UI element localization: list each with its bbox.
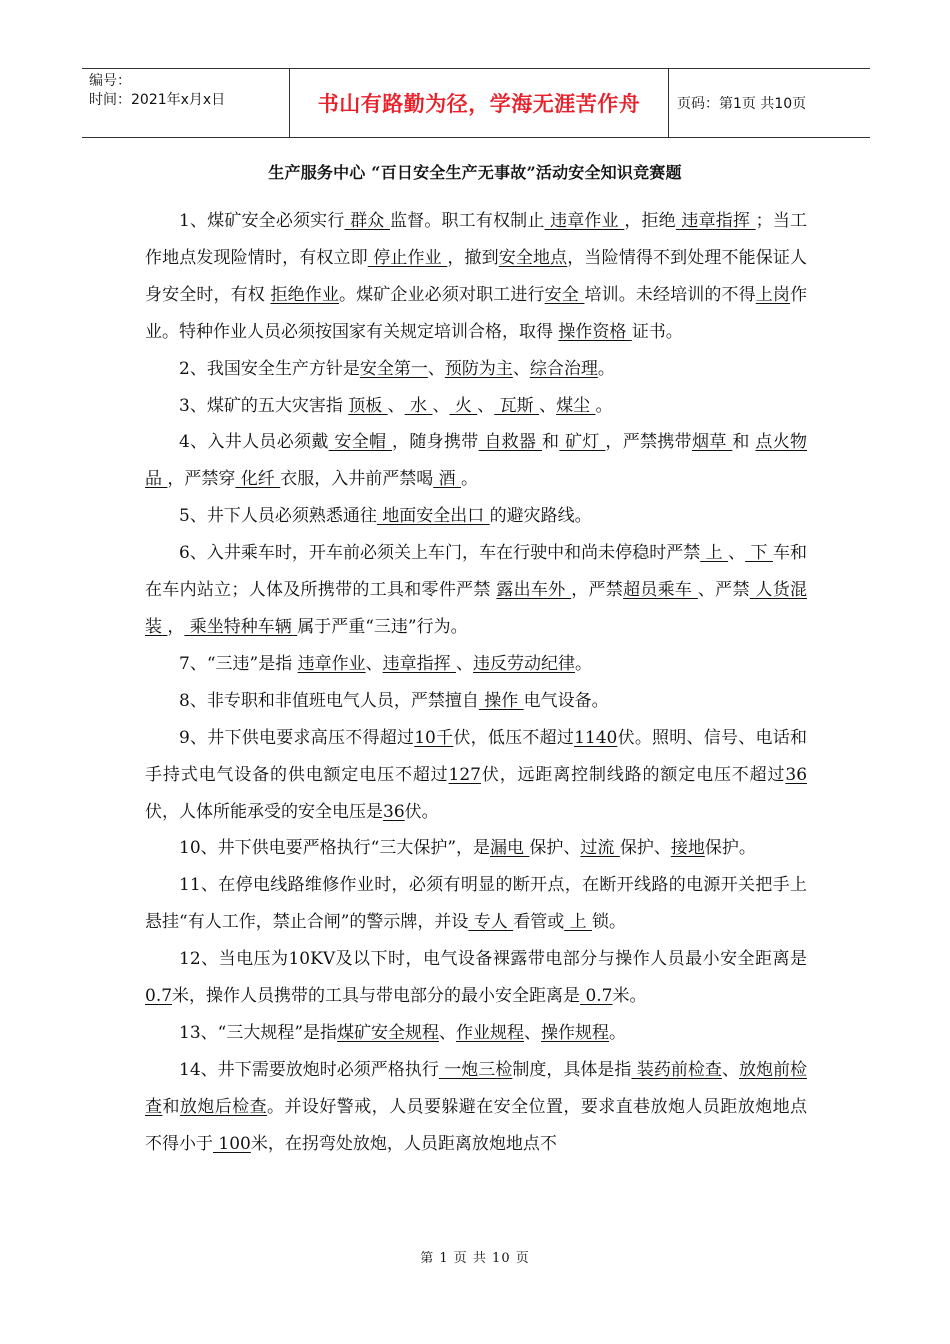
answer-blank: 上岗 (755, 284, 791, 305)
question-text: 1、煤矿安全必须实行 (179, 211, 345, 231)
answer-blank: 36 (383, 801, 405, 822)
question-text: ，严禁穿 (167, 469, 236, 490)
answer-blank: 上 (700, 543, 729, 564)
question-text: 米，在拐弯处放炮，人员距离放炮地点不 (250, 1133, 557, 1154)
question-text: 、 (432, 395, 450, 416)
answer-blank: 1140 (574, 727, 618, 748)
question-text: 、 (365, 653, 383, 674)
question-text: 、 (427, 358, 445, 379)
header-motto: 书山有路勤为径，学海无涯苦作舟 (317, 92, 641, 116)
answer-blank: 自救器 (478, 432, 543, 453)
question-text: 、 (477, 395, 495, 416)
answer-blank: 一炮三检 (438, 1059, 513, 1080)
question-text: 、 (539, 395, 557, 416)
question-text: 车和在车内站立；人体及所携带的工具和零件严禁 (145, 543, 807, 601)
answer-blank: 127 (448, 764, 481, 785)
question-text: 11、在停电线路维修作业时，必须有明显的断开点，在断开线路的电源开关把手上悬挂“有人工作，禁止合闸”的警示牌，并设 (145, 875, 807, 933)
answer-blank: 安全第一 (359, 358, 428, 379)
question-text: 的避灾路线。 (489, 506, 592, 527)
answer-blank: 拒绝作业 (270, 284, 340, 305)
question-text: ，撤到 (447, 247, 499, 268)
answer-blank: 安全 (544, 284, 585, 305)
answer-blank: 36 (785, 764, 808, 785)
header-meta (82, 69, 290, 137)
answer-blank: 群众 (344, 211, 390, 231)
answer-blank: 违章指挥 (382, 653, 457, 674)
header-motto-cell (290, 69, 669, 137)
answer-blank: 烟草 (692, 432, 733, 453)
header-page-code: 页码：第1页 共10页 (677, 96, 807, 112)
question-text: 。并设好警戒，人员要躲避在安全位置，要求直巷放炮人员距放炮地点不得小于 (145, 1096, 808, 1154)
quiz-question-10 (145, 830, 807, 867)
question-text: 10、井下供电要严格执行“三大保护”，是 (179, 838, 491, 859)
answer-blank: 接地 (670, 838, 705, 859)
question-text: 7、“三违”是指 (179, 653, 298, 674)
question-text: 3、煤矿的五大灾害指 (179, 395, 349, 416)
answer-blank: 水 (404, 395, 433, 416)
question-text: 。 (595, 395, 613, 416)
question-text: 、 (387, 395, 405, 416)
answer-blank: 地面安全出口 (376, 506, 490, 527)
quiz-question-4 (145, 424, 807, 498)
question-text: 、 (512, 358, 530, 379)
answer-blank: 露出车外 (496, 580, 572, 601)
quiz-question-8 (145, 683, 807, 720)
question-text: ，当险情得不到处理不能保证人身安全时，有权 (145, 247, 808, 305)
answer-blank: 操作 (478, 690, 524, 711)
quiz-question-14 (145, 1052, 807, 1163)
answer-blank: 作业规程 (456, 1022, 525, 1043)
question-text: 伏。 (404, 801, 439, 822)
answer-blank: 顶板 (348, 395, 388, 416)
question-text: 、 (439, 1022, 457, 1043)
question-text: 电气设备。 (523, 690, 609, 711)
question-text: 作业。特种作业人员必须按国家有关规定培训合格，取得 (145, 284, 808, 342)
question-text: 、 (456, 653, 474, 674)
question-text: 和 (732, 432, 756, 453)
answer-blank: 专人 (468, 912, 514, 933)
answer-blank: 违章指挥 (675, 211, 756, 231)
question-text: 衣服，入井前严禁喝 (280, 469, 434, 490)
answer-blank: 放炮前检查 (145, 1059, 808, 1117)
answer-blank: 安全地点 (498, 247, 568, 268)
answer-blank: 放炮后检查 (179, 1096, 268, 1117)
question-text: 、 (728, 543, 746, 564)
question-text: 和 (542, 432, 560, 453)
answer-blank: 点火物品 (145, 432, 808, 490)
header-page-cell (669, 69, 870, 137)
quiz-question-3 (145, 388, 807, 425)
question-text: 6、入井乘车时，开车前必须关上车门，车在行驶中和尚未停稳时严禁 (179, 543, 701, 564)
question-text: 和 (162, 1096, 180, 1117)
answer-blank: 煤矿安全规程 (337, 1022, 440, 1043)
page-header (82, 68, 870, 138)
question-text: 。煤矿企业必须对职工进行 (339, 284, 545, 305)
question-text: 、 (721, 1059, 739, 1080)
answer-blank: 100 (213, 1133, 251, 1154)
question-text: 。 (609, 1022, 627, 1043)
question-text: 伏，远距离控制线路的额定电压不超过 (480, 764, 786, 785)
quiz-question-6 (145, 535, 807, 646)
document-date: 时间：2021年x月x日 (89, 92, 226, 108)
page-footer: 第 1 页 共 10 页 (420, 1251, 530, 1266)
question-text: 属于严重“三违”行为。 (297, 616, 468, 637)
answer-blank: 安全帽 (328, 432, 393, 453)
quiz-question-7 (145, 646, 807, 683)
answer-blank: 矿灯 (559, 432, 606, 453)
answer-blank: 乘坐特种车辆 (184, 616, 298, 637)
quiz-question-13 (145, 1015, 807, 1052)
answer-blank: 0.7 (145, 986, 173, 1007)
question-text: 保护、 (529, 838, 581, 859)
answer-blank: 违章作业 (544, 211, 625, 231)
question-text: 监督。职工有权制止 (389, 211, 545, 231)
question-text: 看管或 (513, 912, 565, 933)
question-text: 13、“三大规程”是指 (179, 1022, 338, 1043)
question-text: ，严禁携带 (605, 432, 692, 453)
question-text: 4、入井人员必须戴 (179, 432, 329, 453)
question-text: 米。 (612, 986, 647, 1007)
answer-blank: 装药前检查 (631, 1059, 722, 1080)
answer-blank: 违章作业 (297, 653, 366, 674)
question-text: 证书。 (631, 321, 683, 342)
question-text: 。 (597, 358, 615, 379)
question-text: 制度，具体是指 (512, 1059, 632, 1080)
question-text: 培训。未经培训的不得 (584, 284, 756, 305)
answer-blank: 操作规程 (541, 1022, 610, 1043)
answer-blank: 违反劳动纪律 (473, 653, 576, 674)
question-text: 、 (524, 1022, 542, 1043)
answer-blank: 0.7 (580, 986, 613, 1007)
quiz-question-12 (145, 941, 807, 1015)
answer-blank: 下 (745, 543, 773, 564)
answer-blank: 10千 (414, 727, 454, 748)
quiz-question-5 (145, 498, 807, 535)
document-number-label: 编号： (89, 73, 131, 89)
question-text: ， (167, 616, 185, 637)
answer-blank: 上 (564, 912, 593, 933)
answer-blank: 酒 (433, 469, 462, 490)
quiz-question-2 (145, 351, 807, 388)
question-text: 锁。 (592, 912, 627, 933)
answer-blank: 过流 (580, 838, 620, 859)
quiz-question-9 (145, 720, 807, 831)
answer-blank: 火 (449, 395, 478, 416)
question-text: 米，操作人员携带的工具与带电部分的最小安全距离是 (172, 986, 581, 1007)
question-text: 伏，低压不超过 (453, 727, 575, 748)
answer-blank: 化纤 (235, 469, 281, 490)
question-text: 2、我国安全生产方针是 (179, 358, 360, 379)
answer-blank: 停止作业 (367, 247, 448, 268)
question-text: 。 (461, 469, 479, 490)
question-text: ，拒绝 (624, 211, 676, 231)
question-text: 、严禁 (697, 580, 750, 601)
question-text: ，随身携带 (392, 432, 479, 453)
answer-blank: 超员乘车 (623, 580, 698, 601)
answer-blank: 操作资格 (558, 321, 632, 342)
answer-blank: 漏电 (490, 838, 530, 859)
question-text: 。 (575, 653, 593, 674)
question-text: ，严禁 (571, 580, 624, 601)
quiz-question-1 (145, 203, 807, 351)
question-text: 伏，人体所能承受的安全电压是 (145, 801, 383, 822)
answer-blank: 人货混装 (145, 580, 808, 637)
answer-blank: 预防为主 (444, 358, 513, 379)
answer-blank: 瓦斯 (494, 395, 540, 416)
answer-blank: 煤尘 (556, 395, 596, 416)
question-text: 12、当电压为10KV及以下时，电气设备裸露带电部分与操作人员最小安全距离是 (179, 949, 807, 970)
answer-blank: 综合治理 (529, 358, 598, 379)
question-text: 5、井下人员必须熟悉通往 (179, 506, 377, 527)
question-text: 保护、 (619, 838, 671, 859)
document-title: 生产服务中心 “百日安全生产无事故”活动安全知识竞赛题 (268, 163, 682, 182)
question-text: 14、井下需要放炮时必须严格执行 (179, 1059, 439, 1080)
quiz-question-11 (145, 867, 807, 941)
question-text: 8、非专职和非值班电气人员，严禁擅自 (179, 690, 479, 711)
question-text: 保护。 (704, 838, 756, 859)
document-body (145, 203, 807, 1163)
question-text: ；当工作地点发现险情时，有权立即 (145, 211, 808, 268)
question-text: 9、井下供电要求高压不得超过 (179, 727, 415, 748)
question-text: 伏。照明、信号、电话和手持式电气设备的供电额定电压不超过 (145, 727, 808, 785)
